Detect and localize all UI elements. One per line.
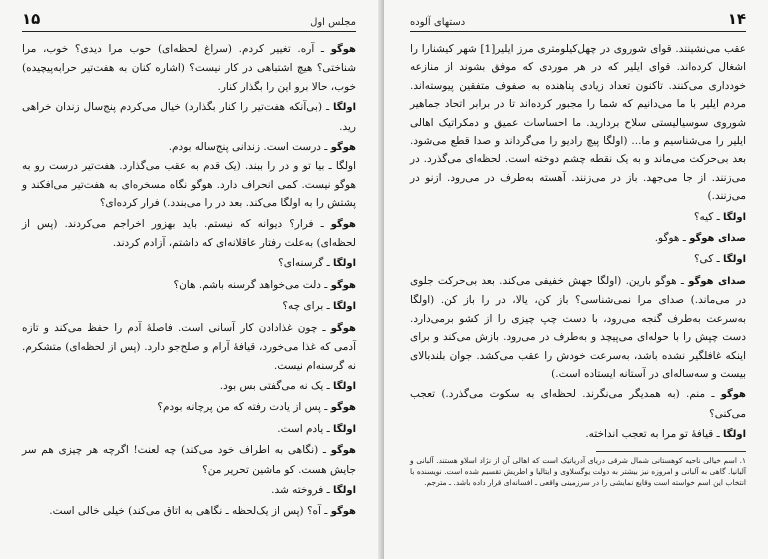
speaker-name: اولگا [333, 484, 356, 496]
speaker-name: اولگا [333, 301, 356, 313]
left-running-title: مجلس اول [310, 17, 356, 28]
speaker-name: اولگا [333, 258, 356, 270]
paragraph [22, 215, 356, 253]
paragraph [22, 138, 356, 157]
speaker-name: هوگو [330, 506, 356, 518]
left-page-number: ۱۵ [22, 10, 41, 28]
paragraph-text: ـ یک نه می‌گفتی بس بود. [219, 379, 334, 392]
paragraph [22, 297, 356, 316]
paragraph [410, 208, 746, 227]
left-page-text [22, 40, 356, 522]
paragraph-text: ـ برای چه؟ [282, 300, 334, 313]
paragraph-text: ـ پس از یادت رفته که من پرچانه بودم؟ [157, 401, 331, 414]
paragraph [22, 276, 356, 295]
right-running-head [410, 10, 746, 32]
speaker-name: هوگو [330, 402, 356, 414]
left-running-head [22, 10, 356, 32]
paragraph-text: ـ یادم است. [277, 422, 334, 435]
paragraph [22, 481, 356, 500]
speaker-name: هوگو [330, 322, 356, 334]
paragraph-text: ـ کیه؟ [693, 210, 724, 223]
speaker-name: هوگو [330, 142, 356, 154]
paragraph-text: ـ چون غذادادن کار آسانی است. فاصلهٔ آدم را حفظ می‌کند و تازه آدمی که غذا می‌خورد، قیافهٔ آرام و صلح‌جو دارد. (پس از لحظه‌ای) متشکرم. نه گرسنه‌ام نیست. [22, 321, 356, 372]
right-page-number: ۱۴ [727, 10, 746, 28]
paragraph-text: ـ آره. تغییر کردم. (سراغ لحظه‌ای) حوب مرا دیدی؟ خوب، مرا شناختی؟ هیچ اشتباهی در کار نیست؟ (اشاره کنان به هفت‌تیر حرابه‌پیچیده) خوب، حالا برو این را بگذار کنار. [22, 43, 356, 93]
paragraph-text: عقب می‌نشینند. قوای شوروی در چهل‌کیلومتری مرز ایلیر[1] شهر کیشنارا را اشغال کرده‌اند. قوای ایلیر که در هر موردی که موفق بشوند از منازعه خودداری می‌کنند. تاکنون تعداد زیادی پناهنده به صفوف متفقین پیوسته‌اند. مردم ایلیر با ما می‌دانیم که شما را مجبور کرده‌اند تا در برابر اتحاد جماهیر شوروی سوسیالیستی سلاح بردارید. ما احساسات عمیق و دمکراتیک اهالی ایلیر را می‌شناسیم و ما... (اولگا پیچ رادیو را می‌گرداند و صدا قطع می‌شود. بعد بی‌حرکت می‌ماند و به یک نقطه چشم دوخته است. لحظه‌ای می‌گذرد. در می‌زنند. از جا می‌جهد. باز در می‌زنند. آهسته به‌طرف در می‌رود. ازنو در می‌زنند.) [410, 43, 746, 203]
speaker-name: صدای هوگو [688, 275, 746, 287]
speaker-name: صدای هوگو [689, 233, 746, 245]
paragraph-text: ـ گرسنه‌ای؟ [278, 257, 334, 270]
footnote: ۱. اسم خیالی ناحیه کوهستانی شمال شرقی دریای آدریاتیک است که اهالی آن از نژاد اسلاو هستند. آلبانی و آلبانیا. گاهی به آلبانی و امروزه نیز بیشتر به دولت یوگسلاوی و ایتالیا و اطریش تقسیم شده است. نویسنده با انتخاب این اسم خواسته است وقایع نمایشی را در سرزمینی واقعی ـ افسانه‌ای قرار داده باشد. ـ مترجم. [410, 455, 746, 487]
paragraph-text: ـ (نگاهی به اطراف خود می‌کند) چه لعنت! اگرچه هر چیزی هم سر جایش هست. کو ماشین تحریر من؟ [22, 444, 356, 476]
paragraph [410, 229, 746, 248]
paragraph [22, 377, 356, 396]
paragraph-text: ـ (بی‌آنکه هفت‌تیر را کنار بگذارد) خیال می‌کردم پنج‌سال زندان خراهی رید. [22, 101, 356, 133]
paragraph [22, 441, 356, 479]
paragraph [22, 40, 356, 96]
paragraph-text: ـ قیافهٔ تو مرا به تعجب انداخته. [585, 428, 724, 441]
speaker-name: هوگو [330, 218, 356, 230]
paragraph-text: ـ هوگو. [654, 232, 690, 245]
speaker-name: اولگا [333, 380, 356, 392]
footnote-rule [596, 451, 746, 452]
right-page-text [410, 40, 746, 445]
paragraph [22, 398, 356, 417]
paragraph-text: ـ فرار؟ دیوانه که نیستم. باید بهزور اخراجم می‌کردند. (پس از لحظه‌ای) به‌علت رفتار عاقلانه‌ای که داشتم، آزادم کردند. [22, 217, 356, 250]
speaker-name: هوگو [330, 279, 356, 291]
speaker-name: اولگا [723, 429, 746, 441]
paragraph-text: ـ فروخته شد. [271, 483, 334, 496]
paragraph-text: ـ کی؟ [693, 253, 724, 266]
paragraph [22, 98, 356, 136]
paragraph-text: اولگا ـ بیا تو و در را ببند. (یک قدم به عقب می‌گذارد. هفت‌تیر درست رو به هوگو نیست. کمی انحراف دارد. هوگو نگاه مسخره‌ای به هفت‌تیر می‌افکند و پشتش را به اولگا می‌کند. بعد در را می‌بندد.) فرار کرده‌ای؟ [22, 160, 356, 210]
speaker-name: اولگا [723, 211, 746, 223]
paragraph [410, 250, 746, 269]
paragraph-text: ـ هوگو بارین. (اولگا جهش خفیفی می‌کند. بعد بی‌حرکت جلوی در می‌ماند.) صدای مرا نمی‌شناسی؟ باز کن، یالا، در را باز کن. (اولگا به‌سرعت به‌طرف گنجه می‌رود، با دست چپ چیزی را از کشو برمی‌دارد. دست چپش را با حوله‌ای می‌پیچد و به‌طرف در می‌رود. بازش می‌کند و برای اینکه غافلگیر نشده باشد، به‌سرعت خودش را عقب می‌کشد. جوان بلندبالای بیست و سه‌ساله‌ای در آستانه ایستاده است.) [410, 274, 746, 380]
paragraph-text: ـ منم. (به همدیگر می‌نگرند. لحظه‌ای به سکوت می‌گذرد.) تعجب می‌کنی؟ [410, 388, 746, 420]
paragraph [22, 157, 356, 212]
speaker-name: اولگا [333, 102, 356, 114]
paragraph [410, 40, 746, 206]
speaker-name: اولگا [723, 254, 746, 266]
paragraph [22, 254, 356, 273]
paragraph-text: ـ دلت می‌خواهد گرسنه باشم. هان؟ [173, 278, 331, 291]
paragraph [410, 425, 746, 444]
paragraph-text: ـ درست است. زندانی پنج‌ساله بودم. [168, 141, 331, 154]
speaker-name: هوگو [330, 44, 356, 55]
speaker-name: هوگو [720, 389, 746, 401]
paragraph [410, 385, 746, 423]
paragraph [22, 502, 356, 521]
paragraph [22, 420, 356, 439]
right-page [384, 0, 768, 559]
speaker-name: هوگو [330, 445, 356, 457]
right-running-title: دستهای آلوده [410, 17, 466, 28]
paragraph [22, 319, 356, 375]
paragraph-text: ـ آه؟ (پس از یک‌لحظه ـ نگاهی به اتاق می‌کند) خیلی خالی است. [49, 505, 331, 518]
paragraph [410, 272, 746, 383]
speaker-name: اولگا [333, 423, 356, 435]
